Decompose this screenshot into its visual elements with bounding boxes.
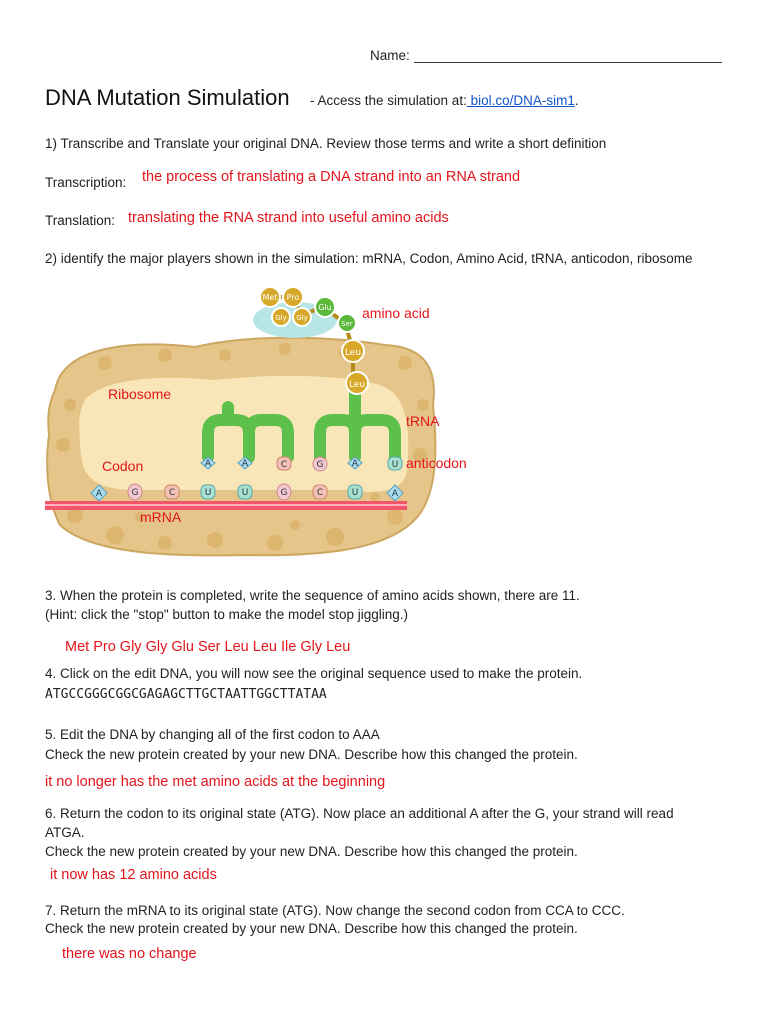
mrna-base: G	[280, 488, 288, 498]
q5-line2: Check the new protein created by your new DNA. Describe how this changed the protein.	[45, 747, 578, 762]
mrna-base: C	[168, 488, 176, 498]
q4-prompt: 4. Click on the edit DNA, you will now see the original sequence used to make the protein.	[45, 666, 583, 681]
transcription-label: Transcription:	[45, 175, 127, 190]
mrna-base: G	[131, 488, 139, 498]
codon-label: Codon	[102, 458, 144, 474]
mrna-label: mRNA	[140, 509, 182, 525]
access-line	[310, 93, 579, 108]
mrna-base: C	[316, 488, 324, 498]
q3-line1: 3. When the protein is completed, write the sequence of amino acids shown, there are 11.	[45, 588, 580, 603]
mrna-bases	[91, 484, 403, 501]
amino-acid-label: amino acid	[362, 305, 430, 321]
mrna-base: A	[95, 489, 103, 499]
q7-line2: Check the new protein created by your new DNA. Describe how this changed the protein.	[45, 921, 578, 936]
transcription-answer: the process of translating a DNA strand into an RNA strand	[142, 169, 521, 185]
mrna-base: A	[391, 489, 399, 499]
anticodon-base: U	[391, 460, 399, 470]
q5-answer: it no longer has the met amino acids at the beginning	[45, 774, 386, 790]
amino-bead-label: Glu	[318, 303, 332, 312]
amino-bead-label: Met	[262, 293, 278, 302]
access-prefix: - Access the simulation at:	[310, 93, 467, 108]
anticodon-base: C	[280, 460, 288, 470]
q6-line2: ATGA.	[45, 825, 85, 840]
trna-label: tRNA	[406, 413, 440, 429]
simulation-link[interactable]: biol.co/DNA-sim1	[466, 93, 575, 108]
amino-bead-label: Gly	[275, 314, 287, 322]
ribosome-label: Ribosome	[108, 386, 172, 402]
amino-bead-label: Leu	[348, 380, 366, 390]
amino-bead-label: Ser	[341, 320, 353, 328]
page-title: DNA Mutation Simulation	[45, 85, 290, 110]
amino-bead-label: Gly	[296, 314, 308, 322]
q6-line1: 6. Return the codon to its original state (ATG). Now place an additional A after the G, your strand will read	[45, 806, 674, 821]
q6-answer: it now has 12 amino acids	[50, 867, 217, 883]
mrna-base: U	[351, 488, 359, 498]
name-label: Name:	[370, 48, 410, 63]
translation-label: Translation:	[45, 213, 116, 228]
anticodon-label: anticodon	[406, 455, 467, 471]
q3-line2: (Hint: click the "stop" button to make the model stop jiggling.)	[45, 607, 409, 622]
anticodon-base: A	[351, 459, 359, 469]
anticodon-base: A	[204, 459, 212, 469]
q6-line3: Check the new protein created by your new DNA. Describe how this changed the protein.	[45, 844, 578, 859]
q1-prompt: 1) Transcribe and Translate your original DNA. Review those terms and write a short definition	[45, 136, 607, 151]
access-suffix: .	[574, 93, 579, 108]
q2-prompt: 2) identify the major players shown in the simulation: mRNA, Codon, Amino Acid, tRNA, anticodon, ribosome	[45, 251, 693, 266]
translation-answer: translating the RNA strand into useful amino acids	[128, 210, 449, 226]
simulation-figure	[45, 285, 440, 565]
q5-line1: 5. Edit the DNA by changing all of the first codon to AAA	[45, 727, 380, 742]
q7-answer: there was no change	[62, 946, 197, 962]
anticodon-base: A	[241, 459, 249, 469]
q7-line1: 7. Return the mRNA to its original state (ATG). Now change the second codon from CCA to CCC.	[45, 903, 625, 918]
anticodon-base: G	[316, 460, 324, 470]
ribosome-body	[47, 302, 435, 555]
mrna-base: U	[204, 488, 212, 498]
amino-bead-label: Pro	[286, 293, 300, 302]
name-line[interactable]	[414, 62, 722, 63]
simulation-illustration	[45, 285, 440, 565]
dna-sequence: ATGCCGGGCGGCGAGAGCTTGCTAATTGGCTTATAA	[45, 687, 327, 702]
q3-answer: Met Pro Gly Gly Glu Ser Leu Leu Ile Gly Leu	[65, 639, 351, 655]
amino-bead-label: Leu	[344, 348, 362, 358]
mrna-base: U	[241, 488, 249, 498]
